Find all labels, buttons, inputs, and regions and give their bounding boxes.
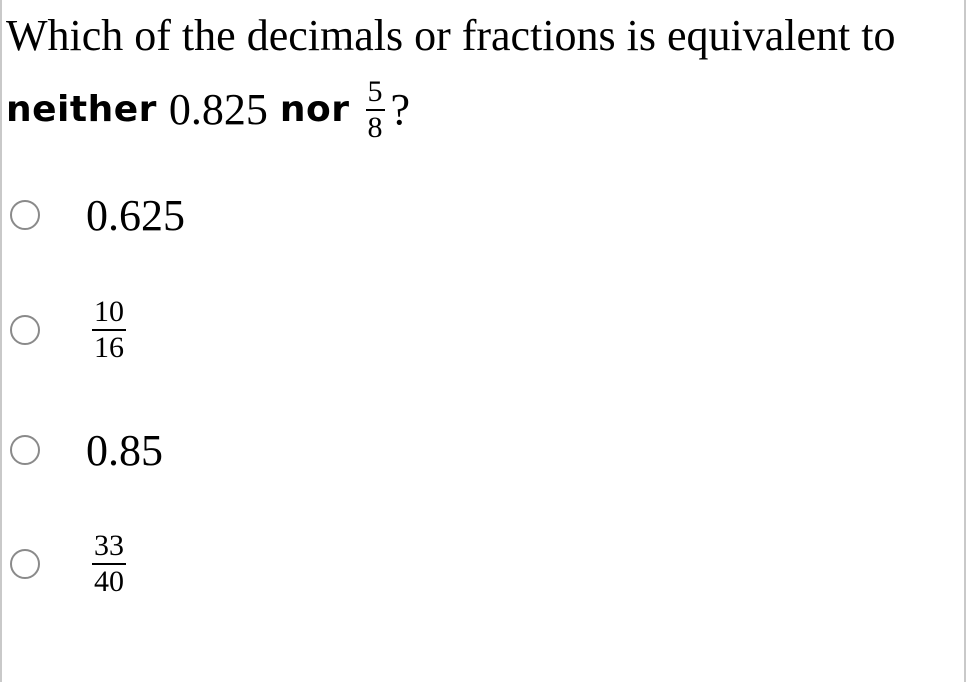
option-4-fraction [92, 531, 126, 597]
fraction-denominator: 40 [94, 565, 124, 598]
question-prompt [6, 2, 966, 150]
fraction-denominator: 8 [367, 111, 383, 144]
question-decimal-value: 0.825 [168, 85, 268, 134]
fraction-numerator: 10 [94, 295, 124, 328]
fraction-numerator: 33 [94, 529, 124, 562]
radio-button-option-3[interactable] [10, 435, 40, 465]
fraction-numerator: 5 [367, 75, 383, 108]
answer-option-3[interactable] [10, 420, 163, 480]
option-1-label: 0.625 [86, 190, 185, 240]
radio-button-option-1[interactable] [10, 200, 40, 230]
keyword-nor: nor [279, 89, 350, 130]
fraction-denominator: 16 [94, 331, 124, 364]
answer-option-2[interactable] [10, 295, 126, 364]
question-line-2 [6, 70, 966, 150]
answer-option-1[interactable] [10, 185, 185, 245]
keyword-neither: neither [6, 89, 157, 130]
question-fraction-value [366, 77, 385, 143]
radio-button-option-4[interactable] [10, 549, 40, 579]
question-mark: ? [390, 85, 411, 134]
question-line-1: Which of the decimals or fractions is equivalent to [6, 11, 896, 60]
answer-option-4[interactable] [10, 529, 126, 598]
option-3-label: 0.85 [86, 425, 163, 475]
radio-button-option-2[interactable] [10, 315, 40, 345]
option-2-fraction [92, 297, 126, 363]
